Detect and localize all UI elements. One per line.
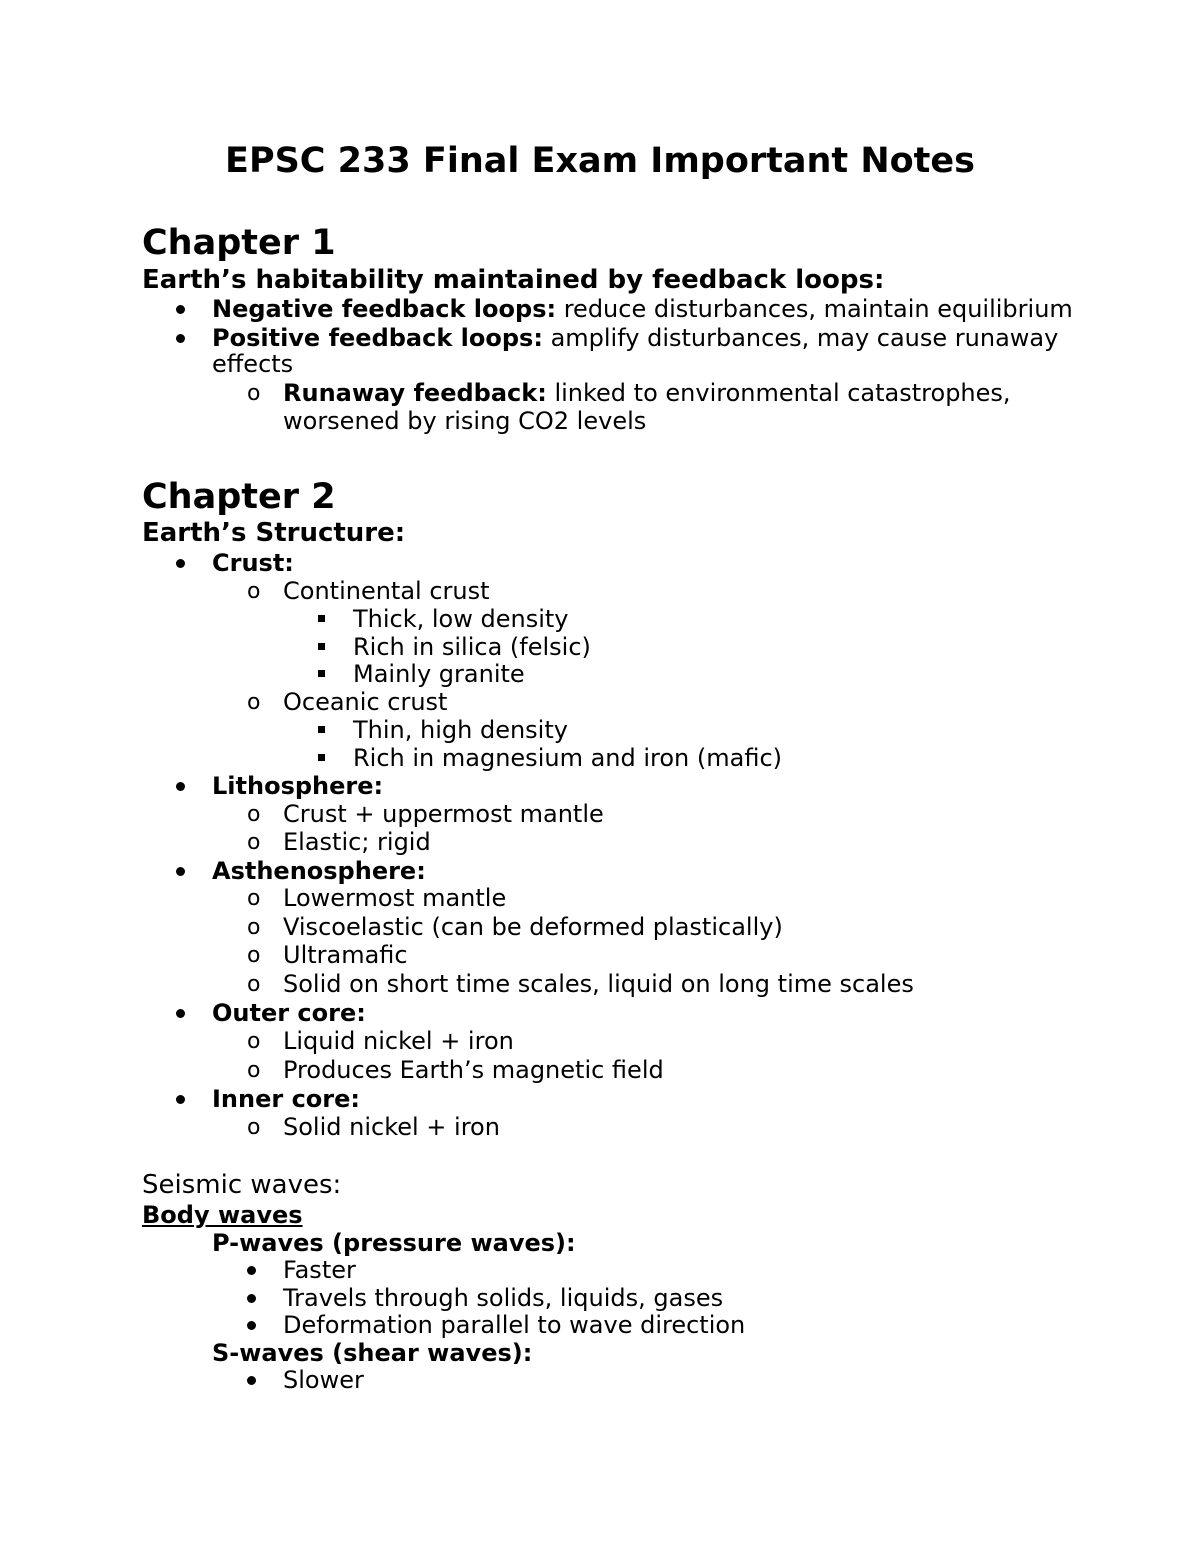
circle-bullet-icon: o xyxy=(247,886,261,911)
bullet-icon xyxy=(247,1376,256,1385)
sub-list-item: Produces Earth’s magnetic field xyxy=(283,1056,664,1084)
sub-sub-list-item: Thick, low density xyxy=(353,605,569,633)
seismic-waves-heading: Seismic waves: xyxy=(142,1170,342,1200)
square-bullet-icon xyxy=(318,643,325,650)
sub-list-item: Runaway feedback: linked to environmental catastrophes, xyxy=(283,379,1011,407)
list-item-continuation: effects xyxy=(212,350,294,378)
crust-label: Crust: xyxy=(212,549,294,577)
sub-sub-list-item: Rich in silica (felsic) xyxy=(353,633,591,661)
sub-sub-list-item: Mainly granite xyxy=(353,660,525,688)
chapter-2-heading: Chapter 2 xyxy=(142,477,336,517)
s-waves-label: S-waves (shear waves): xyxy=(212,1339,533,1367)
list-item: Slower xyxy=(283,1366,364,1394)
chapter-1-subheading: Earth’s habitability maintained by feedback loops: xyxy=(142,265,885,295)
sub-sub-list-item: Thin, high density xyxy=(353,716,568,744)
lithosphere-label: Lithosphere: xyxy=(212,772,384,800)
bullet-icon xyxy=(176,1095,185,1104)
circle-bullet-icon: o xyxy=(247,1029,261,1054)
square-bullet-icon xyxy=(318,754,325,761)
circle-bullet-icon: o xyxy=(247,915,261,940)
square-bullet-icon xyxy=(318,615,325,622)
chapter-2-subheading: Earth’s Structure: xyxy=(142,518,406,548)
sub-list-item: Oceanic crust xyxy=(283,688,448,716)
chapter-1-heading: Chapter 1 xyxy=(142,223,336,263)
sub-list-item: Viscoelastic (can be deformed plastically) xyxy=(283,913,783,941)
sub-list-item: Solid on short time scales, liquid on long time scales xyxy=(283,970,914,998)
circle-bullet-icon: o xyxy=(247,972,261,997)
asthenosphere-label: Asthenosphere: xyxy=(212,857,426,885)
circle-bullet-icon: o xyxy=(247,690,261,715)
bullet-icon xyxy=(247,1321,256,1330)
bullet-icon xyxy=(176,1009,185,1018)
list-item: Faster xyxy=(283,1256,356,1284)
circle-bullet-icon: o xyxy=(247,943,261,968)
list-item: Deformation parallel to wave direction xyxy=(283,1311,746,1339)
inner-core-label: Inner core: xyxy=(212,1085,360,1113)
sub-list-item-continuation: worsened by rising CO2 levels xyxy=(283,407,647,435)
p-waves-label: P-waves (pressure waves): xyxy=(212,1229,576,1257)
list-item: Travels through solids, liquids, gases xyxy=(283,1284,724,1312)
bullet-icon xyxy=(176,305,185,314)
bullet-icon xyxy=(247,1266,256,1275)
sub-list-item: Crust + uppermost mantle xyxy=(283,800,604,828)
bullet-icon xyxy=(176,867,185,876)
circle-bullet-icon: o xyxy=(247,1058,261,1083)
sub-list-item: Continental crust xyxy=(283,577,490,605)
square-bullet-icon xyxy=(318,726,325,733)
circle-bullet-icon: o xyxy=(247,579,261,604)
outer-core-label: Outer core: xyxy=(212,999,366,1027)
circle-bullet-icon: o xyxy=(247,1115,261,1140)
sub-list-item: Liquid nickel + iron xyxy=(283,1027,514,1055)
list-item: Negative feedback loops: reduce disturbances, maintain equilibrium xyxy=(212,295,1073,323)
square-bullet-icon xyxy=(318,670,325,677)
page-title: EPSC 233 Final Exam Important Notes xyxy=(225,141,975,181)
sub-sub-list-item: Rich in magnesium and iron (mafic) xyxy=(353,744,783,772)
bullet-icon xyxy=(247,1294,256,1303)
bullet-icon xyxy=(176,782,185,791)
sub-list-item: Solid nickel + iron xyxy=(283,1113,500,1141)
sub-list-item: Elastic; rigid xyxy=(283,828,431,856)
circle-bullet-icon: o xyxy=(247,802,261,827)
sub-list-item: Ultramafic xyxy=(283,941,408,969)
circle-bullet-icon: o xyxy=(247,381,261,406)
bullet-icon xyxy=(176,559,185,568)
sub-list-item: Lowermost mantle xyxy=(283,884,507,912)
body-waves-heading: Body waves xyxy=(142,1201,303,1229)
bullet-icon xyxy=(176,334,185,343)
circle-bullet-icon: o xyxy=(247,830,261,855)
list-item: Positive feedback loops: amplify disturbances, may cause runaway xyxy=(212,324,1059,352)
